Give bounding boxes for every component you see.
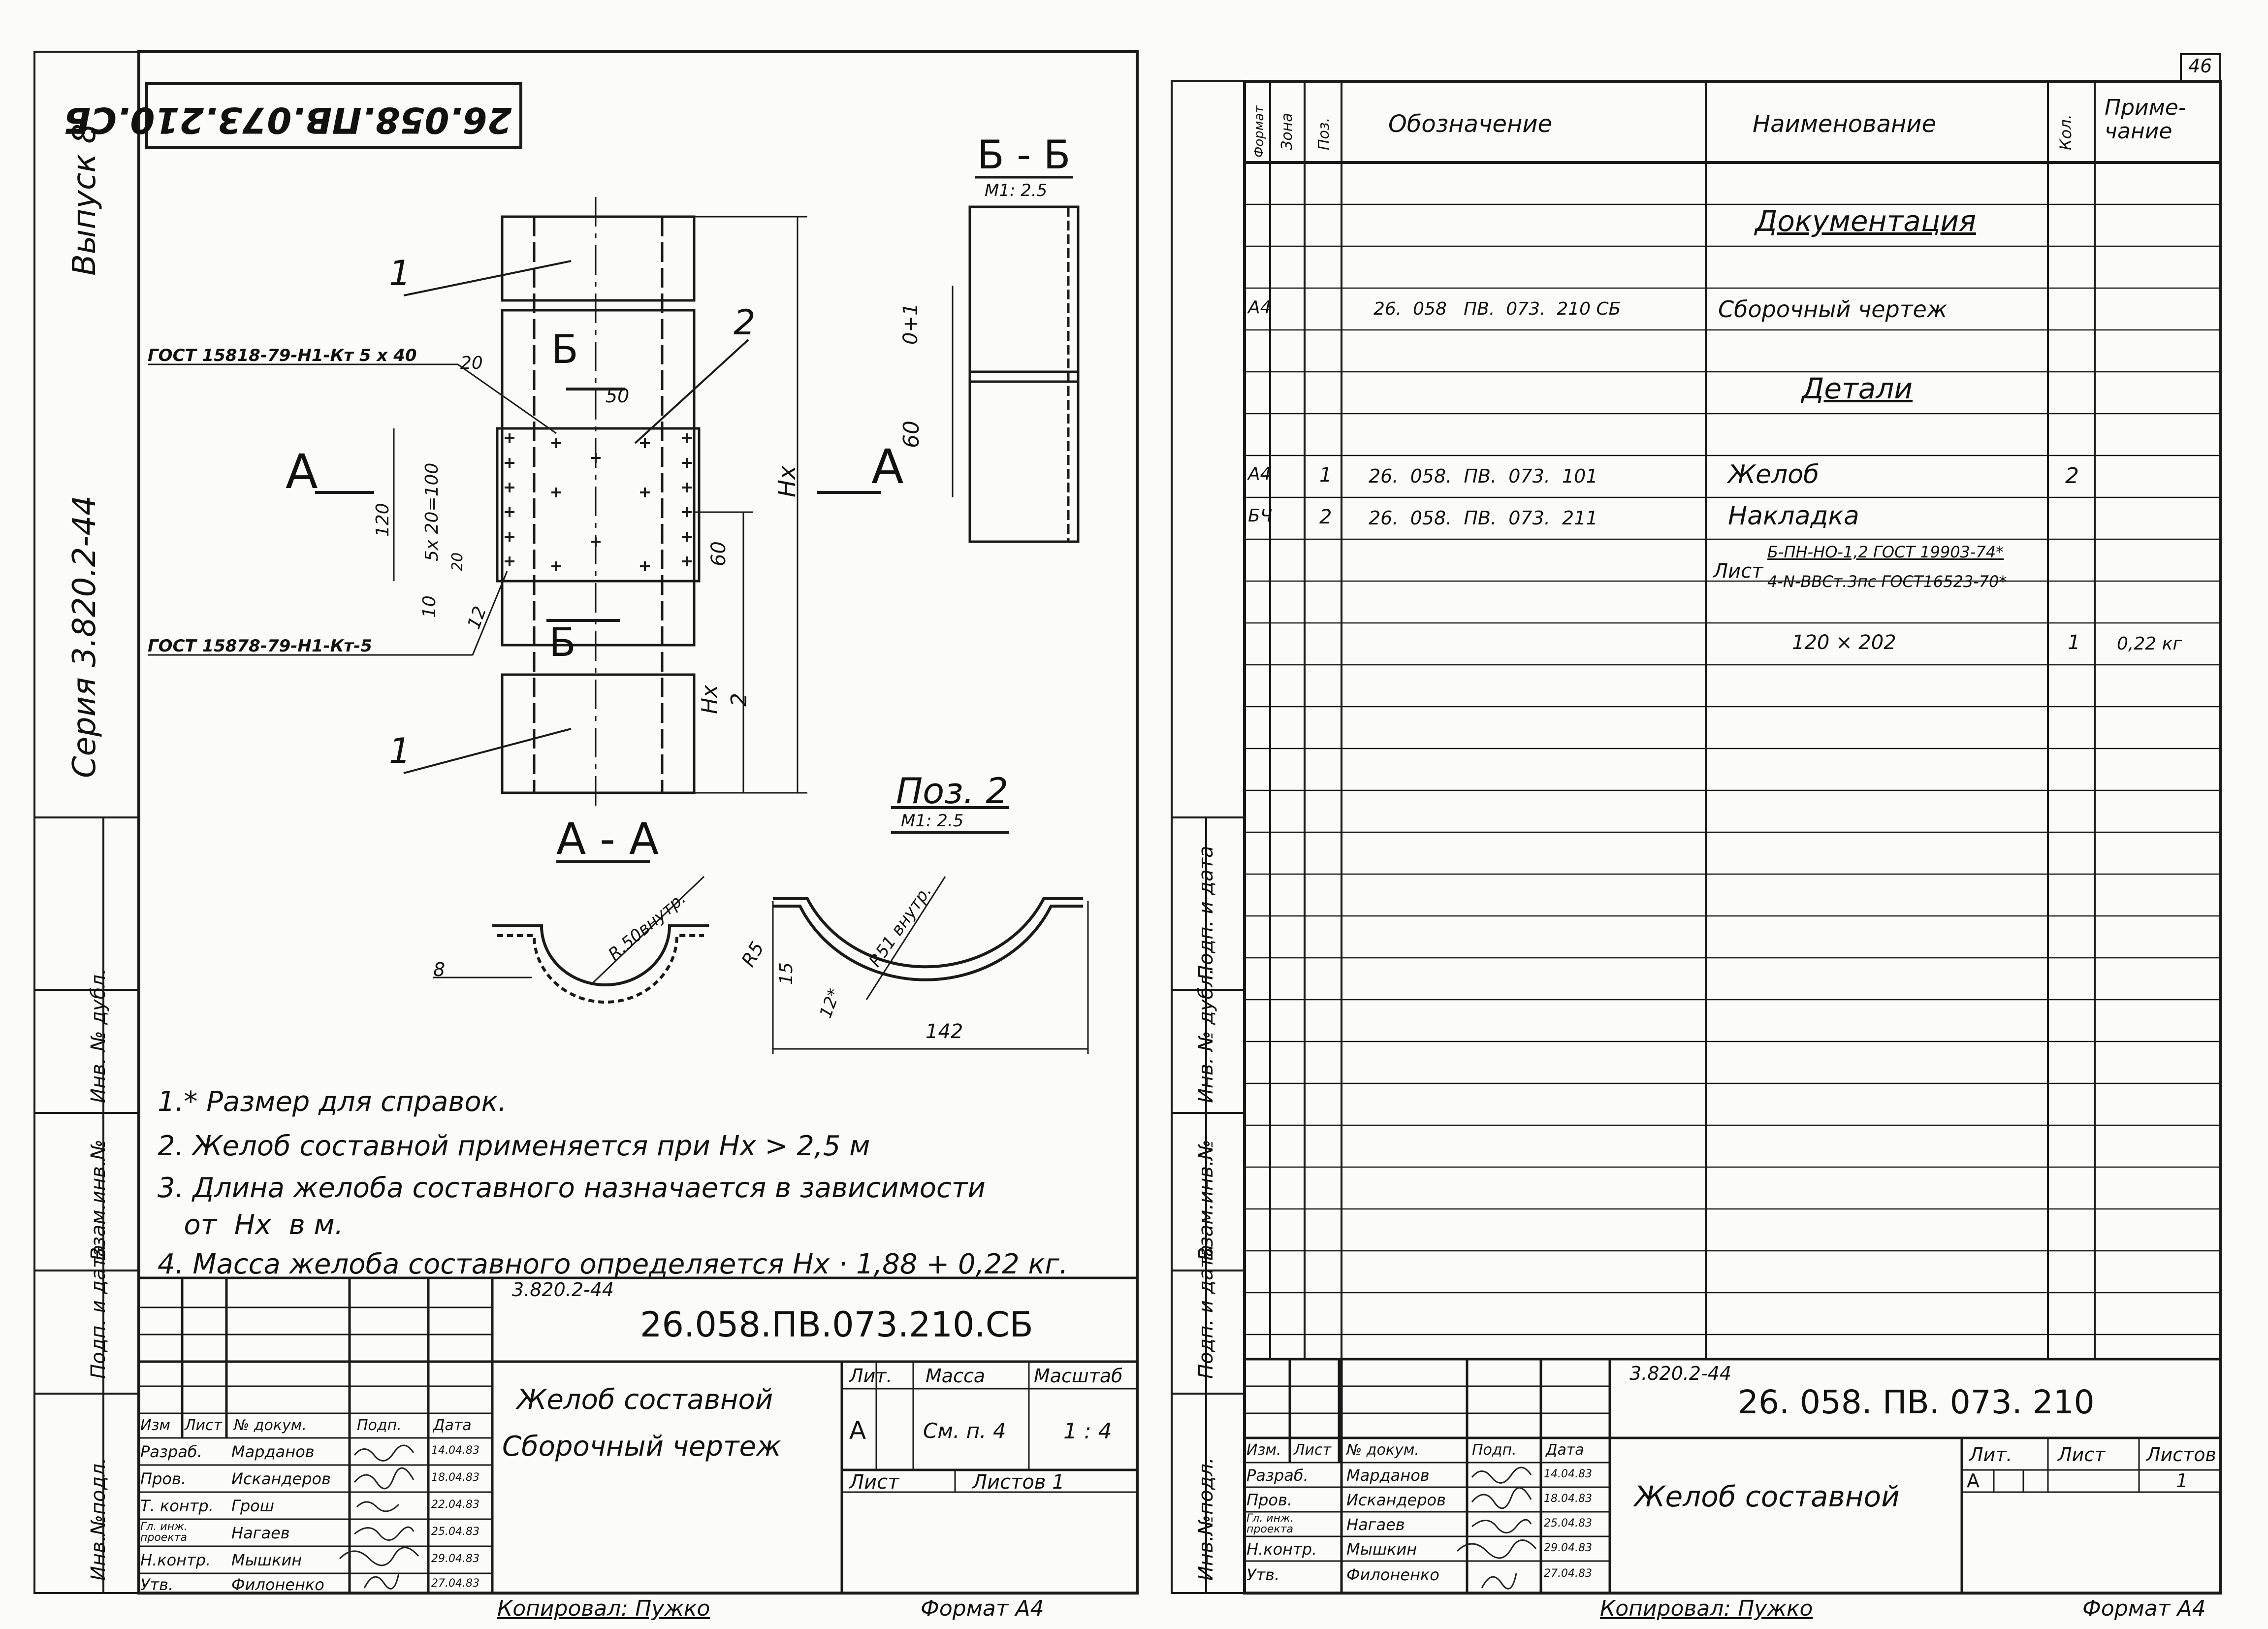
left-sheet-label: Лист — [849, 1471, 899, 1494]
rotated-stamp: 26.058.ПВ.073.210.СБ — [64, 99, 512, 141]
section-documentation: Документация — [1755, 204, 1976, 238]
section-a-left: А — [286, 444, 318, 499]
row0-designation: 26. 058 ПВ. 073. 210 СБ — [1374, 299, 1621, 319]
row0-name: Сборочный чертеж — [1718, 296, 1948, 323]
left-staff-role-5: Утв. — [140, 1575, 174, 1594]
right-staff-date-0: 14.04.83 — [1544, 1468, 1592, 1480]
right-hdr-list: Лист — [1294, 1441, 1332, 1459]
right-footer-copied: Копировал: Пужко — [1600, 1596, 1813, 1621]
view-aa-title: А - А — [556, 814, 659, 864]
view-bb-scale: М1: 2.5 — [985, 181, 1048, 200]
row1-designation: 26. 058. ПВ. 073. 101 — [1369, 465, 1598, 487]
left-staff-role-1: Пров. — [140, 1469, 186, 1488]
row0-format: А4 — [1248, 297, 1272, 318]
dim-hx-half-den: 2 — [727, 693, 752, 707]
right-staff-role-4: Утв. — [1246, 1565, 1280, 1584]
view-bb-dim-top: 0+1 — [899, 303, 922, 345]
left-title-line2: Сборочный чертеж — [502, 1431, 781, 1463]
left-footer-format: Формат А4 — [921, 1596, 1044, 1621]
left-mass-header: Масса — [926, 1365, 986, 1387]
right-margin-field-3: Подп. и дата — [1195, 846, 1217, 980]
label-1-top: 1 — [389, 253, 411, 293]
row2-name: Накладка — [1728, 501, 1859, 531]
left-staff-role-2: Т. контр. — [140, 1497, 214, 1515]
note-3: 3. Длина желоба составного назначается в зависимости — [158, 1172, 986, 1204]
right-margin-field-4: Подп. и дата — [1195, 1244, 1217, 1379]
margin-field-1: Взам.инв.№ — [87, 1139, 110, 1261]
right-staff-role-3: Н.контр. — [1246, 1540, 1317, 1559]
left-sheets-label: Листов 1 — [972, 1471, 1065, 1494]
left-mass-value: См. п. 4 — [923, 1419, 1006, 1443]
page-number: 46 — [2188, 55, 2212, 77]
pos2-radius: R51 внутр. — [865, 881, 936, 971]
right-margin-field-1: Взам.инв.№ — [1195, 1139, 1217, 1261]
left-footer-copied: Копировал: Пужко — [497, 1596, 710, 1621]
dim-hx: Нх — [773, 465, 801, 497]
margin-issue-label: Выпуск 8 — [66, 123, 103, 276]
right-lit-header: Лит. — [1969, 1444, 2012, 1466]
section-b-bottom: Б — [549, 619, 576, 665]
col-pos: Поз. — [1315, 117, 1333, 150]
note-2: 2. Желоб составной применяется при Нх > 2,5 м — [158, 1130, 870, 1162]
right-series-code: 3.820.2-44 — [1629, 1363, 1732, 1384]
sheet-material-top: Б-ПН-НО-1,2 ГОСТ 19903-74* — [1767, 543, 2004, 561]
right-hdr-date: Дата — [1546, 1441, 1584, 1459]
right-hdr-doc: № докум. — [1346, 1441, 1419, 1459]
right-staff-name-3: Мышкин — [1346, 1540, 1417, 1559]
col-format: Формат — [1252, 105, 1267, 158]
signature-r2 — [1472, 1488, 1531, 1508]
left-hdr-date: Дата — [433, 1417, 472, 1434]
left-staff-role-4: Н.контр. — [140, 1551, 211, 1569]
note-4: 4. Масса желоба составного определяется Нх · 1,88 + 0,22 кг. — [158, 1248, 1068, 1280]
col-qty: Кол. — [2056, 114, 2075, 150]
dim-20: 20 — [460, 353, 483, 373]
signature-r4 — [1457, 1540, 1536, 1558]
sheet-material-prefix: Лист — [1713, 560, 1763, 583]
margin-field-3: Подп. и дата — [87, 1244, 110, 1379]
dim-5x20: 5х 20=100 — [422, 462, 442, 561]
col-zone: Зона — [1278, 113, 1296, 150]
dim-12: 12 — [464, 603, 491, 632]
dim-hx-half-num: Нх — [697, 684, 722, 714]
signature-r1 — [1472, 1467, 1531, 1483]
signature-r5 — [1482, 1573, 1516, 1589]
row2-designation: 26. 058. ПВ. 073. 211 — [1369, 507, 1598, 529]
left-staff-name-4: Мышкин — [231, 1551, 302, 1569]
pos2-12: 12* — [816, 986, 845, 1021]
left-staff-date-1: 18.04.83 — [431, 1471, 479, 1484]
pos2-scale: М1: 2.5 — [901, 811, 964, 831]
left-staff-role-3: Гл. инж. проекта — [140, 1521, 188, 1544]
section-a-right: А — [871, 439, 904, 494]
dim-20-small: 20 — [449, 552, 466, 571]
right-staff-name-2: Нагаев — [1346, 1515, 1405, 1534]
right-margin-field-2: Инв. № дубл. — [1195, 968, 1217, 1103]
pos2-15: 15 — [776, 962, 797, 985]
right-hdr-sign: Подп. — [1472, 1441, 1517, 1459]
margin-series-label: Серия 3.820.2-44 — [66, 495, 103, 778]
left-hdr-izm: Изм — [140, 1417, 171, 1434]
margin-field-4: Инв.№подл. — [87, 1457, 110, 1581]
right-sheet-header: Лист — [2058, 1444, 2106, 1466]
dim-10: 10 — [419, 595, 440, 618]
left-lit-value: А — [849, 1416, 866, 1445]
row2-pos: 2 — [1319, 506, 1332, 528]
right-staff-name-4: Филоненко — [1346, 1565, 1439, 1584]
right-staff-role-1: Пров. — [1246, 1491, 1292, 1509]
note-3-cont: от Нх в м. — [158, 1209, 344, 1241]
col-designation: Обозначение — [1388, 110, 1553, 138]
right-sheets-value: 1 — [2176, 1470, 2188, 1492]
right-staff-date-1: 18.04.83 — [1544, 1493, 1592, 1505]
left-staff-role-0: Разраб. — [140, 1442, 202, 1461]
dim-60: 60 — [707, 541, 730, 566]
gost-bolt-bottom: ГОСТ 15878-79-Н1-Кт-5 — [148, 636, 372, 656]
left-staff-name-5: Филоненко — [231, 1575, 324, 1594]
left-hdr-list: Лист — [185, 1417, 223, 1434]
left-title-line1: Желоб составной — [517, 1384, 773, 1416]
right-footer-format: Формат А4 — [2082, 1596, 2206, 1621]
right-title: Желоб составной — [1634, 1480, 1900, 1513]
label-1-bottom: 1 — [389, 731, 411, 771]
pos2-142: 142 — [926, 1020, 963, 1043]
row1-name: Желоб — [1728, 460, 1820, 489]
view-bb-dim-60: 60 — [899, 421, 924, 448]
left-lit-header: Лит. — [849, 1365, 893, 1387]
left-document-code: 26.058.ПВ.073.210.СБ — [640, 1304, 1033, 1345]
right-hdr-izm: Изм. — [1246, 1441, 1281, 1459]
section-details: Детали — [1802, 372, 1913, 405]
row1-pos: 1 — [1319, 464, 1332, 487]
left-staff-date-0: 14.04.83 — [431, 1444, 479, 1457]
left-staff-name-3: Нагаев — [231, 1524, 290, 1542]
right-staff-role-2: Гл. инж. проекта — [1246, 1512, 1294, 1535]
left-staff-date-4: 29.04.83 — [431, 1553, 479, 1565]
left-scale-value: 1 : 4 — [1063, 1419, 1112, 1444]
label-2: 2 — [734, 302, 756, 343]
blank-size: 120 × 202 — [1792, 631, 1896, 654]
row2-format: БЧ — [1248, 506, 1273, 526]
right-lit-value: А — [1967, 1470, 1980, 1492]
right-staff-date-4: 27.04.83 — [1544, 1567, 1592, 1580]
right-staff-date-3: 29.04.83 — [1544, 1542, 1592, 1554]
left-hdr-doc: № докум. — [234, 1417, 307, 1434]
row1-qty: 2 — [2065, 463, 2079, 489]
view-aa-dim-8: 8 — [433, 959, 446, 980]
right-staff-date-2: 25.04.83 — [1544, 1517, 1592, 1530]
col-name: Наименование — [1753, 110, 1937, 138]
dim-120: 120 — [373, 503, 393, 537]
section-b-top: Б — [551, 326, 578, 372]
pos2-title: Поз. 2 — [896, 770, 1009, 812]
dim-50: 50 — [606, 385, 630, 407]
left-staff-date-3: 25.04.83 — [431, 1526, 479, 1538]
gost-bolt-top: ГОСТ 15818-79-Н1-Кт 5 х 40 — [148, 346, 417, 365]
row1-format: А4 — [1248, 464, 1272, 484]
margin-field-2: Инв. № дубл. — [87, 968, 110, 1103]
right-staff-name-1: Искандеров — [1346, 1491, 1446, 1509]
signature-r3 — [1472, 1520, 1531, 1532]
col-note: Приме-чание — [2105, 95, 2186, 144]
left-staff-name-1: Искандеров — [231, 1469, 331, 1488]
right-sheets-header: Листов — [2146, 1444, 2216, 1466]
blank-mass: 0,22 кг — [2117, 634, 2182, 654]
left-series-code: 3.820.2-44 — [512, 1279, 614, 1301]
pos2-r5: R5 — [737, 938, 768, 971]
left-staff-name-0: Марданов — [231, 1442, 315, 1461]
left-staff-date-2: 22.04.83 — [431, 1499, 479, 1511]
right-document-code: 26. 058. ПВ. 073. 210 — [1738, 1383, 2095, 1421]
view-bb-title: Б - Б — [977, 132, 1071, 178]
left-hdr-sign: Подп. — [357, 1417, 402, 1434]
right-staff-name-0: Марданов — [1346, 1466, 1430, 1485]
view-aa-radius: R.50внутр. — [605, 888, 690, 965]
left-scale-header: Масштаб — [1034, 1365, 1123, 1387]
left-staff-date-5: 27.04.83 — [431, 1577, 479, 1590]
blank-qty: 1 — [2068, 631, 2080, 654]
note-1: 1.* Размер для справок. — [158, 1086, 507, 1118]
right-staff-role-0: Разраб. — [1246, 1466, 1309, 1485]
left-staff-name-2: Грош — [231, 1497, 274, 1515]
sheet-material-bottom: 4-N-ВВСт.3пс ГОСТ16523-70* — [1767, 572, 2007, 591]
right-margin-field-5: Инв.№подл. — [1195, 1457, 1217, 1581]
